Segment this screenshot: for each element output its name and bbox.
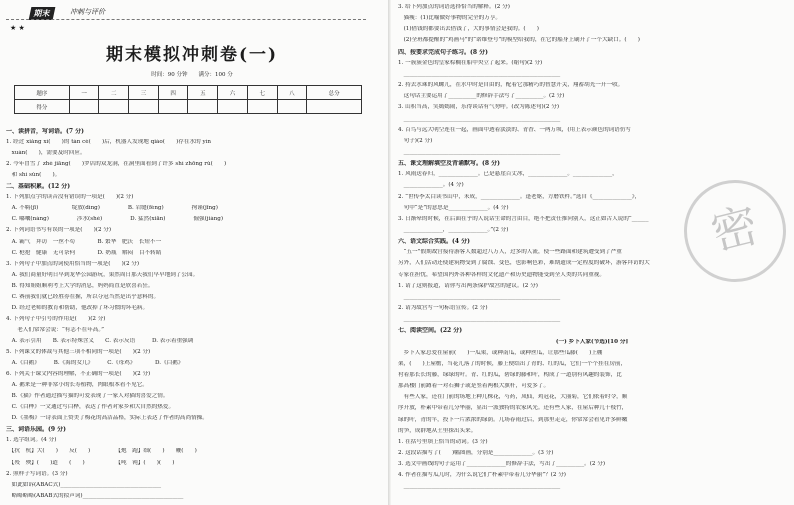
score-cell[interactable] [218,100,248,114]
question-line: 2. 持去水珠的风螺儿，在水中时是自由的，配着它那精巧的智慧开关，翔蓄胡光一开一收。 [398,82,624,89]
score-header-cell: 五 [188,86,218,100]
question-line: 有些人家，还在门前的场地上种几株花，芍药，凤仙，鸡冠花，大丽菊，它们依着时令，顺 [398,394,628,401]
question-line: 2. 请为故宫写一句标语宣传。(2 分) [398,305,488,312]
question-line: D. 经过老师的教育和帮助，他改掉了坏习惯的坏毛病。 [6,304,149,311]
question-line: 3. 日渐晕的时候，在后面在乎的人说话生命的言由目，绝不把责任推向别人，这正如古人说的“______ [398,215,649,222]
question-line: 1. 经过 xiǎng xì( )的 tàn cè( )后，机器人发现地 qiào( )存在水的 yìn [6,139,212,146]
question-line: 1. 一簇簇金色的皇家棕榈在船中央立了起来。(缩句)(2 分) [398,59,543,66]
question-line: ________________________________________________________ [398,483,561,490]
question-line: 猫瘦：(1)比喻做好事物的完全的万亨。 [398,15,502,22]
question-line: 3. 选文中画线的句子运用了______________的修辞手法，写出了__________。(2 分) [398,461,606,468]
question-line: 3. 给下列加点的词语选择恰当的解释。(2 分) [398,4,510,10]
question-line: 2. 今年冒雪了 zhè jiāng( )罗店的双龙洞，在洞里面看到了许多 shí zhōng rǔ( ) [6,161,227,168]
score-header-cell: 八 [277,86,307,100]
watermark-stamp: 密 [673,169,794,293]
score-table-header-row [15,86,362,100]
score-cell[interactable] [158,100,188,114]
star-icons: ★ ★ [10,24,25,32]
score-cell[interactable] [277,100,307,114]
section-heading: 二、基础积累。(12 分) [6,183,71,191]
question-line: 的笋，成群地从土里探出头来。 [398,427,477,434]
question-line: C. 赛前我们就已经胜券在握，所以夺冠当然是出乎意料的。 [6,293,160,300]
section-heading: 六、语文综合实践。(4 分) [398,238,470,246]
page-fold [388,0,391,505]
question-line: A. 表示引用 B. 表示特殊含义 C. 表示反语 D. 表示着重强调 [6,337,194,344]
question-line: 1. 请了这则报道，请你写出两条保护故宫的建议。(2 分) [398,282,538,289]
question-line: ________________________________________________________ [398,115,561,122]
question-line: 绿的叶，青的竿，投下一片浓浓的绿荫。几场春雨过后，到那里走走，你常常会看见许多鲜嫩 [398,416,628,423]
score-header-cell: 六 [218,86,248,100]
question-line: 衬着那长长的藤，绿绿的叶。青、红的瓜，碧绿的藤和叶，构成了一道别有风趣的装饰，比 [398,371,622,378]
question-line: C. 枪抢 健康 无可奈何 D. 奶瓶 解闷 目不转睛 [6,249,162,256]
question-line: 【殁 殃】( )道 ( ) 【吨 钝】( )( ) [6,459,175,466]
question-line: ______________。(4 分) [398,182,464,189]
question-line: 5. 下列课文的体裁与其他三项不相同的一项是( )(2 分) [6,349,151,355]
question-line: ______________，______________。”(2 分) [398,227,509,233]
section-heading: 三、词语乐园。(9 分) [6,426,66,434]
section-heading: 五、课文理解填空及背诵默写。(8 分) [398,160,500,168]
question-line: ________________________________________________________ [398,316,561,323]
question-line: 4. 下列句子中引号的作用是( )(2 分) [6,315,106,322]
question-line: 1. 在括号里填上恰当的动词。(3 分) [398,438,488,445]
question-line: 2. 照样子写词语。(3 分) [6,470,68,477]
score-header-cell: 总分 [307,86,362,100]
score-cell[interactable] [69,100,99,114]
question-line: C.《白桦》一文通过写白桦，表达了作者对家乡和大自然的热爱。 [6,404,175,411]
question-line: ________________________________________________________ [398,148,561,155]
score-header-cell: 一 [69,86,99,100]
question-line: 4. 百鸟与远大明空连在一起，画面中透着淡淡的、青香、一两万顷，(用上表示颜色的词语仿写 [398,126,632,133]
score-header-cell: 三 [129,86,159,100]
score-header-cell: 二 [99,86,129,100]
question-line: 2. 下列词语书写有误的一项是( )(2 分) [6,227,112,234]
question-line: 1. 下列加点字的读音没有错误的一项是( )(2 分) [6,194,134,201]
question-line: 略略略略(ABAB式的拟声词)____________________________________ [6,492,184,499]
section-heading: 一、读拼音，写词语。(7 分) [6,128,84,135]
score-header-cell: 七 [247,86,277,100]
question-line: ________________________________________________________ [398,70,561,77]
question-line: B.《猫》作者通过描写猫的可爱表现了一家人对猫的喜爱之情。 [6,393,169,400]
header-rule [6,19,366,20]
question-line: 另外，人们活动还使建筑物受到了腐蚀、变色，也影响色彩，难期遗成一定程度的破坏，游客拜访的大 [398,260,650,267]
question-line: 专家在担忧，希望国内外各种各样的文化遗产和历史遗物能受到全人类的共同重视。 [398,271,605,278]
score-header-cell: 题序 [15,86,70,100]
score-cell[interactable] [188,100,218,114]
question-line: A.《白鹅》 B.《海的女儿》 C.《母鸡》 D.《白鹅》 [6,360,184,367]
question-line: A. 不羁(jī) 绽放(dìng) B. 岩缝(fèng) 拘谨(jīng) [6,205,218,212]
score-header-cell: 四 [158,86,188,100]
question-line: 4. 作者在描写瓜儿时，为什么说它们“朴素中带着几分华丽”？(2 分) [398,472,566,479]
question-line: 6. 下列关于课文内容的理解，不正确的一项是( )(2 分) [6,371,151,378]
score-row-label: 得分 [15,100,70,114]
score-cell[interactable] [129,100,159,114]
section-heading: 四、按要求完成句子练习。(8 分) [398,48,488,56]
left-page [0,0,384,505]
question-line: (2)全班都提醒的“鸡画马”的“诺维登号”的模型给我的，在它的船身上刷开了一个大缺口。( ) [398,37,640,44]
section-heading: 七、阅读空间。(22 分) [398,327,463,335]
question-line: A. 我们商量好明日早到龙华公园游玩，果然周日那天我们早早地到了公园。 [6,271,199,278]
question-line: 【抗 杭】大( ) 反( ) 【炮 跑】细( ) 鞭( ) [6,448,197,455]
question-line: 乡下人家总爱在屋前( )一瓜架，或种南瓜，或种丝瓜，让那些瓜藤( )上棚 [398,349,603,356]
question-line: C. 嘟囔(nàng) 涉水(shè) D. 猛然(xiān) 倔强(jiàng) [6,216,224,223]
score-table [14,85,362,114]
question-line: 3. 下列句子中加点的词使用恰当的一项是( )(2 分) [6,260,140,267]
exam-title: 期末模拟冲刺卷(一) [105,45,279,65]
header-text: 冲刺与评价 [70,8,105,16]
question-line: A. 鹅来是一种非常小的长寿植物，肉眼根本看不见它。 [6,382,148,389]
question-line: 2. 这段话描写了( )幅图画，分别是______________。(3 分) [398,450,554,456]
question-line: 句子)(2 分) [398,137,433,144]
question-line: xuàn( )，需要及时回应。 [6,150,86,157]
score-cell[interactable] [247,100,277,114]
passage-title: (一) 乡下人家(节选)[10 分] [555,338,629,345]
question-line: ________________________________________________________ [398,293,561,300]
exam-meta: 时间：90 分钟 满分：100 分 [151,72,233,78]
question-line: 那高楼门前蹲着一对石狮子或是竖着两根大旗杆，可爱多了。 [398,383,550,390]
question-line: D.《墨梅》一诗表面上赞美了梅花的高洁品格，实际上表达了作者的高尚情操。 [6,415,208,422]
question-line: A. 霸气 拜访 一丝不苟 B. 繁华 肥沃 长短不一 [6,238,162,245]
question-line: 架，( )上屋檐，当花儿落了的时候，藤上便结出了青的、红的瓜，它们一个个挂在房前， [398,360,627,367]
question-line: “五一”假期故宫接待游客人数超过八万人，过多的人流，使一些路面和建筑遭受到了严重 [398,249,622,256]
question-line: 序开放，朴素中带着几分华丽，显出一派独特的农家风光。还有些人家，在屋后种几十枝竹， [398,405,628,412]
question-line: 3. 山积当高，笑嫣嫣闹，乐得谈话有气势呼。(改为陈述句)(2 分) [398,104,560,111]
question-line: 2. “世传李太白读书山中，未成，______________。逢老妪，方磨铁杵。”选自《______________》， [398,193,641,200]
score-cell[interactable] [99,100,129,114]
question-line: 这句话主要运用了__________的修辞手法写了__________。(2 分) [398,93,565,100]
question-line: 1. 选字组词。(4 分) [6,437,57,444]
header-badge: 期末 [29,7,56,20]
score-cell[interactable] [307,100,362,114]
page-header [6,6,366,32]
question-line: 如此如诉(ABAC式)____________________________________ [6,481,162,488]
score-table-row [15,100,362,114]
question-line: 句中“是”的意思是______________。(4 分) [398,204,509,211]
question-line: B. 得知姐姐顺利考上大学的消息，妈妈简直是欣喜若狂。 [6,282,154,289]
question-line: 和 shí sǔn( )。 [6,172,61,179]
question-line: 老人们常常会说：“有志不在年高。” [6,326,105,333]
question-line: (1)借钱的都要出去借钱了，大的事情会是我的。( ) [398,26,539,33]
question-line: 1. 风雨送春归，______________。已是悬崖百丈冰，______________。______________， [398,171,618,178]
